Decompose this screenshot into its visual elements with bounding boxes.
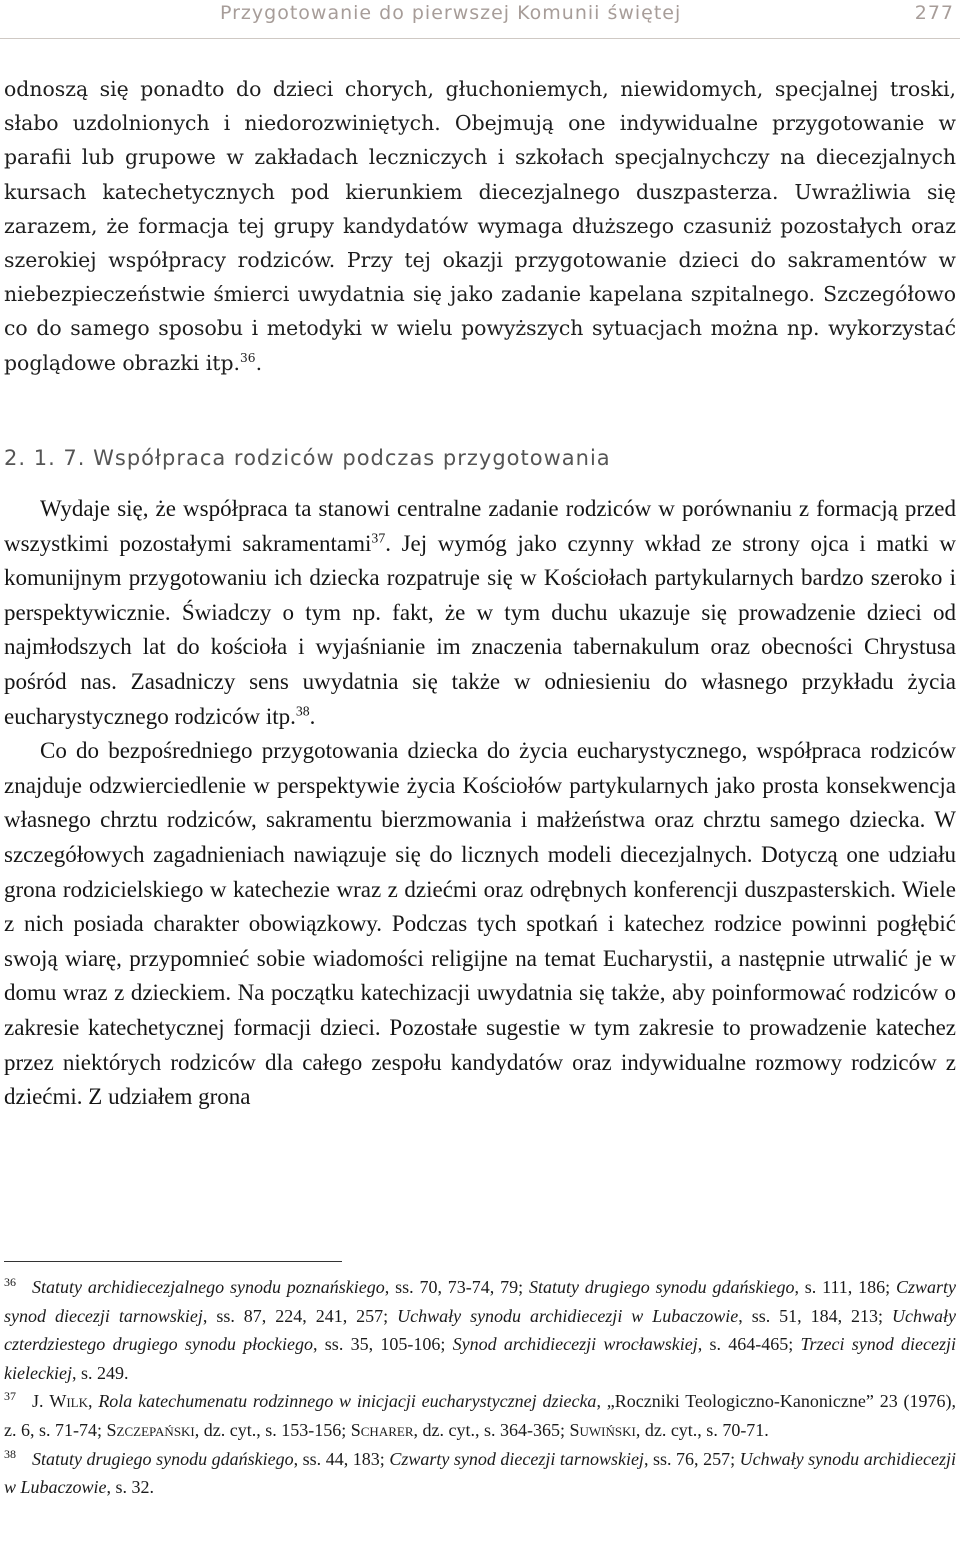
paragraph-text: .: [255, 350, 263, 375]
citation-pages: , ss. 87, 224, 241, 257;: [202, 1305, 398, 1326]
footnote-number: 36: [4, 1275, 16, 1289]
paragraph: Co do bezpośredniego przygotowania dziecka do życia eucharystycznego, współpraca rodziców znajduje odzwierciedlenie w perspektywie życia Kościołów partykularnych jako prosta konsekwencja własnego chrztu rodziców, sakramentu bierzmowania i małżeństwa oraz chrztu samego dziecka. W szczegółowych zagadnieniach nawiązuje się do licznych modeli diecezjalnych. Dotyczą one udziału grona rodzicielskiego w katechezie wraz z dziećmi oraz odrębnych konferencji duszpasterskich. Wiele z nich posiada charakter obowiązkowy. Podczas tych spotkań i katechez rodzice powinni pogłębić swoją wiarę, przypomnieć sobie wiadomości religijne na temat Eucharystii, a następnie utrwalić je w domu wraz z dzieckiem. Na początku katechizacji uwydatnia się także, aby poinformować rodziców o zakresie katechetycznej formacji dzieci. Pozostałe sugestie w tym zakresie to prowadzenie katechez przez niektórych rodziców dla całego zespołu kandydatów oraz indywidualne rozmowy rodziców z dziećmi. Z udziałem grona: [4, 738, 956, 1110]
footnote-38: [4, 1445, 956, 1502]
author-name: Wilk: [49, 1391, 88, 1412]
citation-pages: , ss. 51, 184, 213;: [738, 1305, 893, 1326]
paragraph: [4, 72, 956, 380]
citation-text: , dz. cyt., s. 153-156;: [194, 1419, 351, 1440]
author-initial: J.: [32, 1391, 50, 1412]
paragraph-continued: [4, 72, 956, 380]
author-name: Szczepański: [106, 1419, 195, 1440]
citation-title: Trzeci synod diecezji kieleckiej: [4, 1334, 957, 1383]
citation-text: ,: [87, 1391, 99, 1412]
page-number: 277: [914, 2, 954, 24]
citation-pages: , s. 111, 186;: [794, 1277, 896, 1297]
paragraph-text: . Jej wymóg jako czynny wkład ze strony ojca i matki w komunijnym przygotowaniu ich dziecka rozpatruje się w Kościołach partykularnych bardzo szeroko i perspektywicznie. Świadczy o tym np. fakt, że w tym duchu ukazuje się prowadzenie dzieci od najmłodszych lat do kościoła i wyjaśnianie im znaczenia tabernakulum oraz obecności Chrystusa pośród nas. Zasadniczy sens uwydatnia się także w odniesieniu do własnego przykładu życia eucharystycznego rodziców itp.: [4, 530, 956, 729]
citation-title: Uchwały synodu archidiecezji w Lubaczowie: [4, 1448, 957, 1498]
footnote-number: 38: [4, 1446, 16, 1461]
footnote-ref-36[interactable]: 36: [239, 350, 256, 365]
citation-pages: , ss. 70, 73-74, 79;: [384, 1277, 529, 1297]
section-body: [4, 492, 956, 1115]
section-heading: 2. 1. 7. Współpraca rodziców podczas przygotowania: [4, 446, 611, 470]
running-head-title: Przygotowanie do pierwszej Komunii świętej: [220, 2, 682, 24]
footnote-ref-38[interactable]: 38: [295, 702, 310, 718]
citation-title: Statuty drugiego synodu gdańskiego: [528, 1277, 795, 1297]
citation-title: Uchwały czterdziestego drugiego synodu płockiego: [4, 1305, 956, 1355]
paragraph-text: odnoszą się ponadto do dzieci chorych, głuchoniemych, niewidomych, specjalnej troski, słabo uzdolnionych i niedorozwiniętych. Obejmują one indywidualne przygotowanie w parafii lub grupowe w zakładach leczniczych i szkołach specjalnychczy na diecezjalnych kursach katechetycznych pod kierunkiem diecezjalnego duszpasterza. Uwrażliwia się zarazem, że formacja tej grupy kandydatów wymaga dłuższego czasuniż pozostałych oraz szerokiej współpracy rodziców. Przy tej okazji przygotowanie dzieci do sakramentów w niebezpieczeństwie śmierci uwydatnia się jako zadanie kapelana szpitalnego. Szczegółowo co do samego sposobu i metodyki w wielu powyższych sytuacjach można np. wykorzystać poglądowe obrazki itp.: [4, 77, 956, 375]
citation-pages: , ss. 76, 257;: [643, 1448, 740, 1469]
citation-pages: , s. 464-465;: [697, 1334, 801, 1355]
footnote-37: [4, 1387, 956, 1444]
footnote-number: 37: [4, 1389, 16, 1404]
footnotes: [4, 1273, 956, 1502]
citation-pages: , s. 249.: [71, 1362, 129, 1383]
citation-title: Synod archidiecezji wrocławskiej: [452, 1334, 698, 1355]
citation-pages: , ss. 44, 183;: [293, 1448, 390, 1469]
citation-title: Statuty drugiego synodu gdańskiego: [32, 1448, 294, 1469]
citation-pages: , s. 32.: [106, 1477, 155, 1498]
citation-text: , dz. cyt., s. 70-71.: [635, 1419, 769, 1440]
footnote-36: [4, 1273, 956, 1387]
running-head: [0, 0, 960, 39]
citation-pages: , ss. 35, 105-106;: [313, 1334, 453, 1355]
footnote-divider: [4, 1261, 342, 1262]
author-name: Scharer: [350, 1419, 414, 1440]
paragraph-text: .: [309, 703, 316, 729]
citation-text: , „Roczniki Teologiczno-Kanoniczne” 23 (1976), z. 6, s. 71-74;: [4, 1391, 957, 1440]
paragraph-text: Wydaje się, że współpraca ta stanowi centralne zadanie rodziców w porównaniu z formacją przed wszystkimi pozostałymi sakramentami: [4, 496, 956, 556]
citation-title: Uchwały synodu archidiecezji w Lubaczowie: [397, 1305, 739, 1326]
paragraph: [4, 492, 956, 734]
citation-text: , dz. cyt., s. 364-365;: [413, 1419, 570, 1440]
footnote-ref-37[interactable]: 37: [371, 529, 386, 545]
author-name: Suwiński: [569, 1419, 636, 1440]
citation-title: Statuty archidiecezjalnego synodu poznańskiego: [32, 1277, 385, 1297]
citation-title: Czwarty synod diecezji tarnowskiej: [4, 1277, 956, 1326]
citation-title: Czwarty synod diecezji tarnowskiej: [389, 1448, 644, 1469]
citation-title: Rola katechumenatu rodzinnego w inicjacji eucharystycznej dziecka: [98, 1391, 597, 1412]
